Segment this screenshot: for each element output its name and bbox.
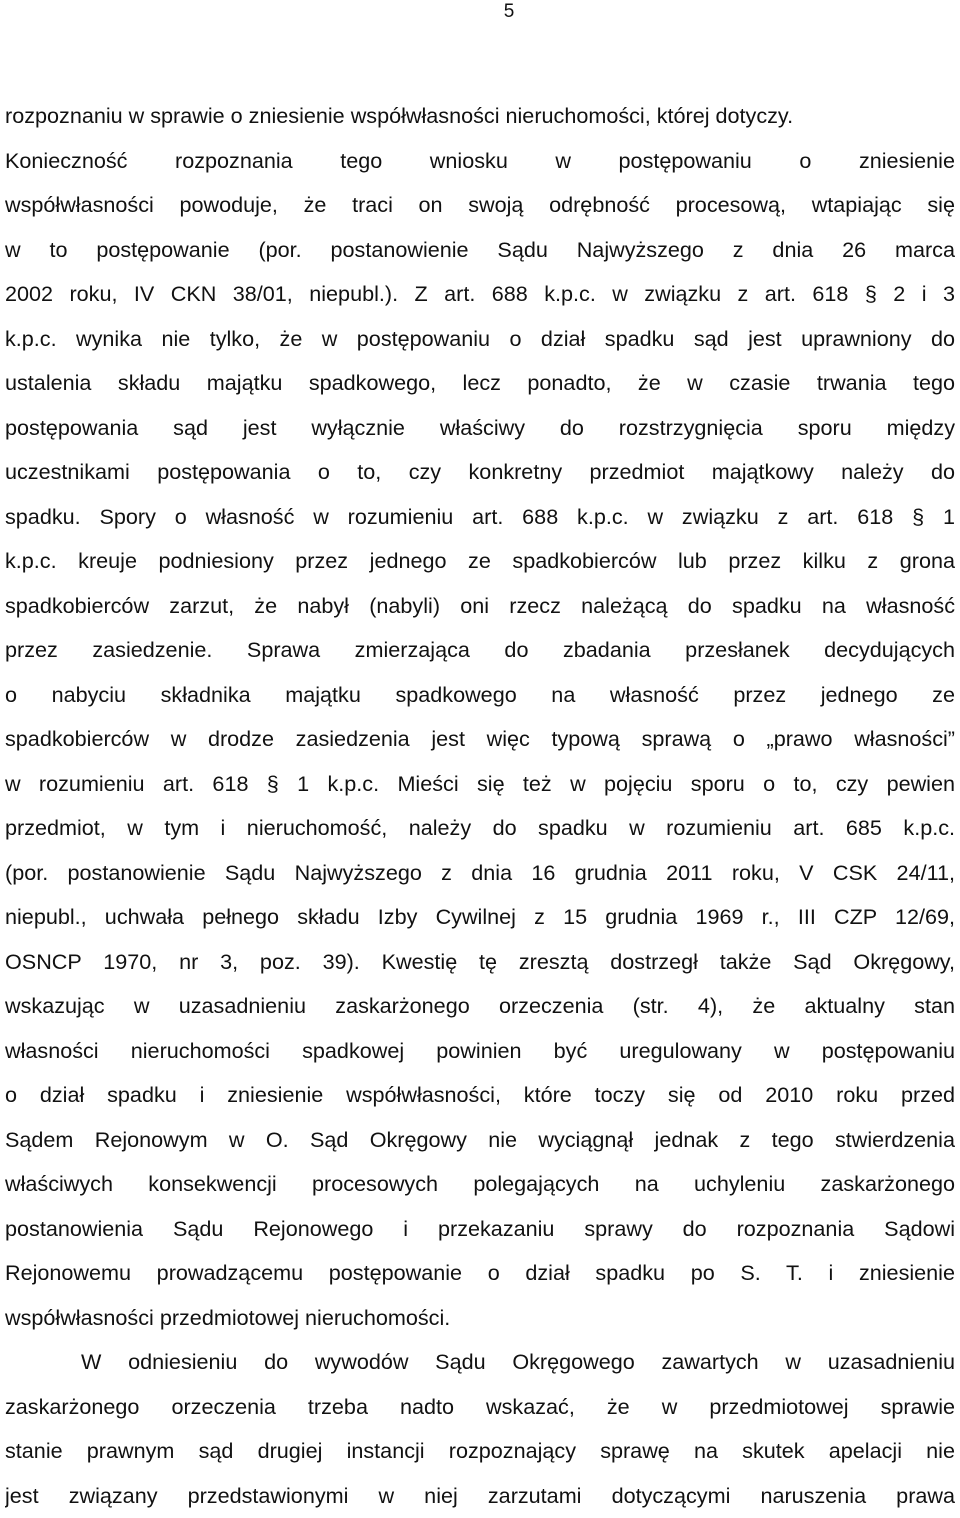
text-line: W odniesieniu do wywodów Sądu Okręgowego zawartych w uzasadnieniu [5,1340,955,1385]
text-line: wskazując w uzasadnieniu zaskarżonego orzeczenia (str. 4), że aktualny stan [5,984,955,1029]
text-line: spadkobierców w drodze zasiedzenia jest więc typową sprawą o „prawo własności” [5,717,955,762]
text-line: spadkobierców zarzut, że nabył (nabyli) oni rzecz należącą do spadku na własność [5,584,955,629]
text-line: Rejonowemu prowadzącemu postępowanie o dział spadku po S. T. i zniesienie [5,1251,955,1296]
text-line: zaskarżonego orzeczenia trzeba nadto wskazać, że w przedmiotowej sprawie [5,1385,955,1430]
text-line: ustalenia składu majątku spadkowego, lecz ponadto, że w czasie trwania tego [5,361,955,406]
text-line: uczestnikami postępowania o to, czy konkretny przedmiot majątkowy należy do [5,450,955,495]
document-body [5,94,955,1518]
text-line: jest związany przedstawionymi w niej zarzutami dotyczącymi naruszenia prawa [5,1474,955,1518]
text-line: niepubl., uchwała pełnego składu Izby Cywilnej z 15 grudnia 1969 r., III CZP 12/69, [5,895,955,940]
text-line: 2002 roku, IV CKN 38/01, niepubl.). Z art. 688 k.p.c. w związku z art. 618 § 2 i 3 [5,272,955,317]
page-number: 5 [0,0,960,24]
text-line: współwłasności powoduje, że traci on swoją odrębność procesową, wtapiając się [5,183,955,228]
text-line: stanie prawnym sąd drugiej instancji rozpoznający sprawę na skutek apelacji nie [5,1429,955,1474]
text-line: postanowienia Sądu Rejonowego i przekazaniu sprawy do rozpoznania Sądowi [5,1207,955,1252]
text-line: OSNCP 1970, nr 3, poz. 39). Kwestię tę zresztą dostrzegł także Sąd Okręgowy, [5,940,955,985]
text-line: przedmiot, w tym i nieruchomość, należy do spadku w rozumieniu art. 685 k.p.c. [5,806,955,851]
text-line: o nabyciu składnika majątku spadkowego na własność przez jednego ze [5,673,955,718]
text-line: postępowania sąd jest wyłącznie właściwy do rozstrzygnięcia sporu między [5,406,955,451]
text-line: (por. postanowienie Sądu Najwyższego z dnia 16 grudnia 2011 roku, V CSK 24/11, [5,851,955,896]
text-line: rozpoznaniu w sprawie o zniesienie współwłasności nieruchomości, której dotyczy. [5,94,955,139]
text-line: spadku. Spory o własność w rozumieniu art. 688 k.p.c. w związku z art. 618 § 1 [5,495,955,540]
text-line: o dział spadku i zniesienie współwłasności, które toczy się od 2010 roku przed [5,1073,955,1118]
text-line: współwłasności przedmiotowej nieruchomości. [5,1296,955,1341]
text-line: k.p.c. wynika nie tylko, że w postępowaniu o dział spadku sąd jest uprawniony do [5,317,955,362]
text-line: w rozumieniu art. 618 § 1 k.p.c. Mieści się też w pojęciu sporu o to, czy pewien [5,762,955,807]
text-line: Konieczność rozpoznania tego wniosku w postępowaniu o zniesienie [5,139,955,184]
text-line: Sądem Rejonowym w O. Sąd Okręgowy nie wyciągnął jednak z tego stwierdzenia [5,1118,955,1163]
text-line: k.p.c. kreuje podniesiony przez jednego ze spadkobierców lub przez kilku z grona [5,539,955,584]
text-line: w to postępowanie (por. postanowienie Sądu Najwyższego z dnia 26 marca [5,228,955,273]
text-line: właściwych konsekwencji procesowych polegających na uchyleniu zaskarżonego [5,1162,955,1207]
text-line: przez zasiedzenie. Sprawa zmierzająca do zbadania przesłanek decydujących [5,628,955,673]
text-line: własności nieruchomości spadkowej powinien być uregulowany w postępowaniu [5,1029,955,1074]
